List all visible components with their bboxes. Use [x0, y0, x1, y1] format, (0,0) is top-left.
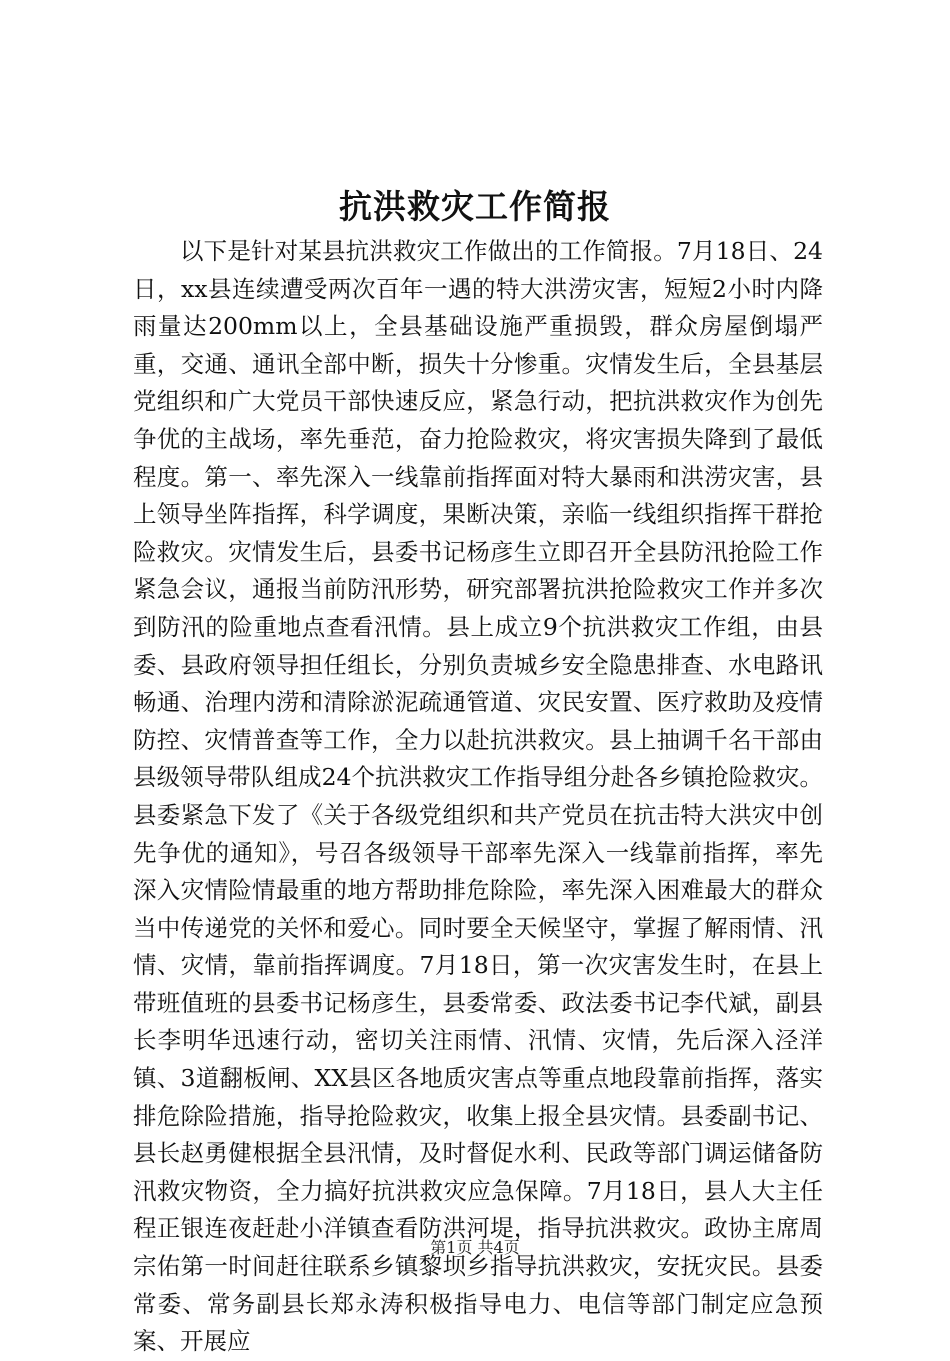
body-paragraph: 以下是针对某县抗洪救灾工作做出的工作简报。7月18日、24日，xx县连续遭受两次百年一遇的特大洪涝灾害，短短2小时内降雨量达200mm以上，全县基础设施严重损毁，群众房屋倒塌严重，交通、通讯全部中断，损失十分惨重。灾情发生后，全县基层党组织和广大党员干部快速反应，紧急行动，把抗洪救灾作为创先争优的主战场，率先垂范，奋力抢险救灾，将灾害损失降到了最低程度。第一、率先深入一线靠前指挥面对特大暴雨和洪涝灾害，县上领导坐阵指挥，科学调度，果断决策，亲临一线组织指挥干群抢险救灾。灾情发生后，县委书记杨彦生立即召开全县防汛抢险工作紧急会议，通报当前防汛形势，研究部署抗洪抢险救灾工作并多次到防汛的险重地点查看汛情。县上成立9个抗洪救灾工作组，由县委、县政府领导担任组长，分别负责城乡安全隐患排查、水电路讯畅通、治理内涝和清除淤泥疏通管道、灾民安置、医疗救助及疫情防控、灾情普查等工作，全力以赴抗洪救灾。县上抽调千名干部由县级领导带队组成24个抗洪救灾工作指导组分赴各乡镇抢险救灾。县委紧急下发了《关于各级党组织和共产党员在抗击特大洪灾中创先争优的通知》，号召各级领导干部率先深入一线靠前指挥，率先深入灾情险情最重的地方帮助排危除险，率先深入困难最大的群众当中传递党的关怀和爱心。同时要全天候坚守，掌握了解雨情、汛情、灾情，靠前指挥调度。7月18日，第一次灾害发生时，在县上带班值班的县委书记杨彦生，县委常委、政法委书记李代斌，副县长李明华迅速行动，密切关注雨情、汛情、灾情，先后深入泾洋镇、3道翻板闸、XX县区各地质灾害点等重点地段靠前指挥，落实排危除险措施，指导抢险救灾，收集上报全县灾情。县委副书记、县长赵勇健根据全县汛情，及时督促水利、民政等部门调运储备防汛救灾物资，全力搞好抗洪救灾应急保障。7月18日，县人大主任程正银连夜赶赴小洋镇查看防洪河堤，指导抗洪救灾。政协主席周宗佑第一时间赶往联系乡镇黎坝乡指导抗洪救灾，安抚灾民。县委常委、常务副县长郑永涛积极指导电力、电信等部门制定应急预案、开展应: [133, 237, 823, 1356]
document-title: 抗洪救灾工作简报: [339, 187, 611, 226]
page-footer: 第1页 共4页: [430, 1238, 520, 1257]
